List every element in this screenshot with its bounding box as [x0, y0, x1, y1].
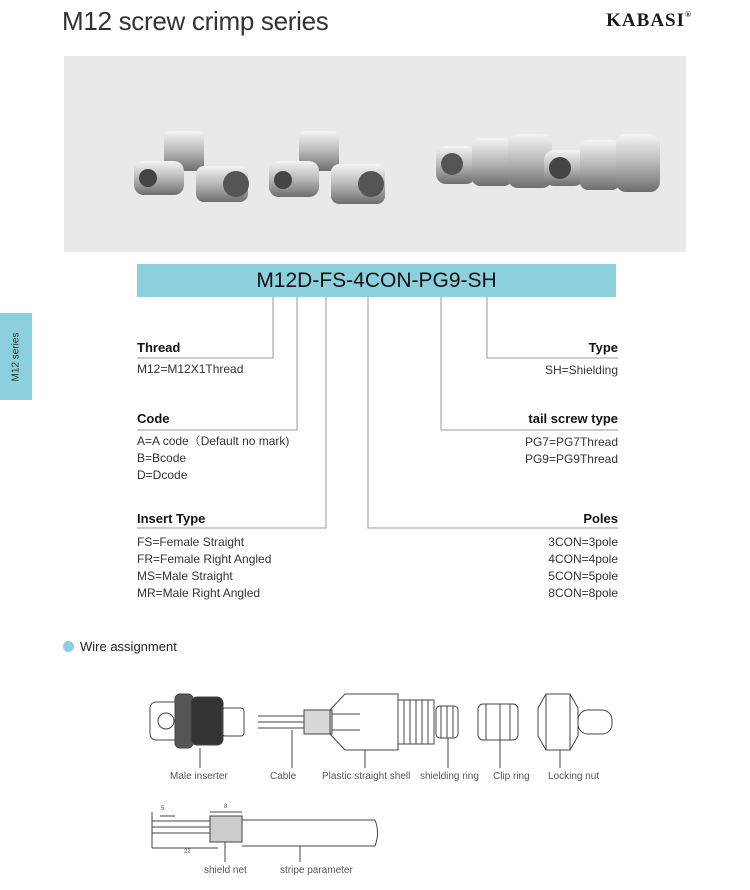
poles-heading: Poles [583, 511, 618, 526]
brand-mark: ® [685, 10, 692, 19]
brand-name: KABASI [606, 10, 686, 31]
thread-item: M12=M12X1Thread [137, 362, 244, 376]
insert-type-item: MS=Male Straight [137, 569, 233, 583]
male-inserter-drawing [150, 694, 244, 748]
poles-item: 8CON=8pole [548, 586, 618, 600]
page-title: M12 screw crimp series [62, 6, 329, 36]
dimension-label: 5 [161, 806, 165, 812]
cable-drawing [258, 710, 360, 734]
poles-item: 3CON=3pole [548, 535, 618, 549]
part-label: Plastic straight shell [322, 771, 411, 782]
poles-item: 4CON=4pole [548, 552, 618, 566]
code-heading: Code [137, 411, 170, 426]
plastic-shell-drawing [330, 694, 434, 750]
shielding-ring-drawing [436, 706, 458, 738]
stripe-label: stripe parameter [280, 865, 353, 876]
dimension-label: 8 [224, 804, 228, 810]
poles-item: 5CON=5pole [548, 569, 618, 583]
part-label: Locking nut [548, 771, 600, 782]
insert-type-heading: Insert Type [137, 511, 206, 526]
type-heading: Type [588, 340, 618, 355]
insert-type-item: FR=Female Right Angled [137, 552, 272, 566]
dimension-label: 22 [184, 849, 191, 855]
code-item: D=Dcode [137, 468, 188, 482]
type-item: SH=Shielding [544, 363, 618, 377]
part-label: Clip ring [493, 771, 530, 782]
part-label: Cable [270, 771, 297, 782]
stripe-label: shield net [204, 865, 247, 876]
model-code-banner: M12D-FS-4CON-PG9-SH [137, 264, 616, 297]
tail-screw-type-heading: tail screw type [528, 411, 618, 426]
insert-type-item: MR=Male Right Angled [137, 586, 261, 600]
part-label: shielding ring [420, 771, 479, 782]
series-side-tab-label: M12 series [10, 332, 22, 381]
clip-ring-drawing [478, 704, 518, 740]
code-item: B=Bcode [137, 451, 187, 465]
locking-nut-drawing [538, 694, 612, 750]
tail-screw-type-item: PG7=PG7Thread [524, 435, 618, 449]
tail-screw-type-item: PG9=PG9Thread [524, 452, 618, 466]
thread-heading: Thread [137, 340, 181, 355]
code-item: A=A code（Default no mark) [137, 434, 290, 448]
part-label: Male inserter [170, 771, 228, 782]
wire-assignment-title: Wire assignment [80, 639, 177, 654]
insert-type-item: FS=Female Straight [137, 535, 245, 549]
